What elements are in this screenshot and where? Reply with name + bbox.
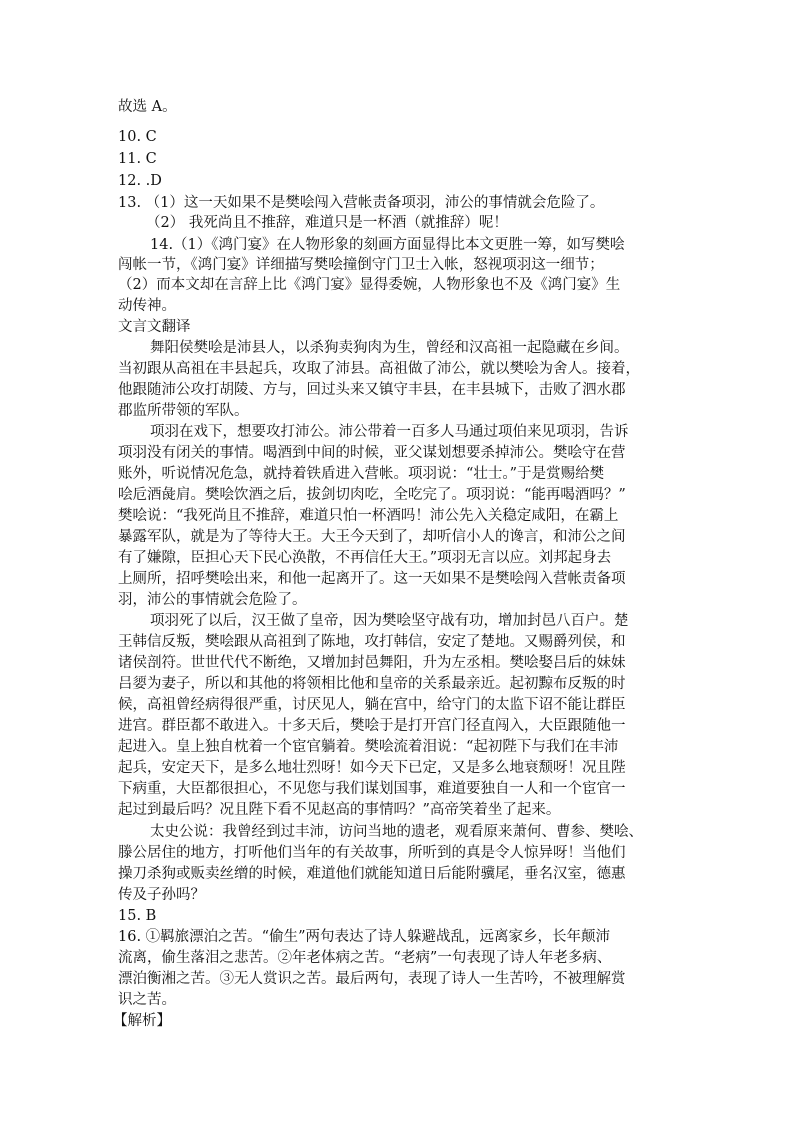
answer-15: 15. B <box>118 908 157 924</box>
answer-13-1: 13. （1）这一天如果不是樊哙闯入营帐责备项羽，沛公的事情就会危险了。 <box>118 195 605 211</box>
translation-p2-line6: 暴露军队，就是为了等待大王。大王今天到了，却听信小人的谗言，和沛公之间 <box>118 529 626 545</box>
answer-10: 10. C <box>118 129 157 145</box>
translation-p3-line9: 下病重，大臣都很担心，不见您与我们谋划国事，难道要独自一人和一个宦官一 <box>118 781 626 797</box>
translation-p3-line10: 起过到最后吗？况且陛下看不见赵高的事情吗？”高帝笑着坐了起来。 <box>118 802 561 818</box>
translation-p1-line3: 他跟随沛公攻打胡陵、方与，回过头来又镇守丰县，在丰县城下，击败了泗水郡 <box>118 382 626 398</box>
translation-p2-line3: 账外，听说情况危急，就持着铁盾进入营帐。项羽说：“壮士。”于是赏赐给樊 <box>118 466 605 482</box>
translation-p3-line4: 吕媭为妻子，所以和其他的将领相比他和皇帝的关系最亲近。起初黥布反叛的时 <box>118 676 626 692</box>
translation-p3-line2: 王韩信反叛，樊哙跟从高祖到了陈地，攻打韩信，安定了楚地。又赐爵列侯，和 <box>118 634 626 650</box>
translation-p2-line1: 项羽在戏下，想要攻打沛公。沛公带着一百多人马通过项伯来见项羽，告诉 <box>150 424 629 440</box>
translation-p4-line4: 传及子孙吗？ <box>118 887 205 903</box>
answer-14-line1: 14.（1）《鸿门宴》在人物形象的刻画方面显得比本文更胜一筹，如写樊哙 <box>150 237 625 253</box>
translation-p1-line2: 当初跟从高祖在丰县起兵，攻取了沛县。高祖做了沛公，就以樊哙为舍人。接着， <box>118 361 640 377</box>
translation-p2-line7: 有了嫌隙，臣担心天下民心涣散，不再信任大王。”项羽无言以应。刘邦起身去 <box>118 550 612 566</box>
translation-p3-line5: 候，高祖曾经病得很严重，讨厌见人，躺在宫中，给守门的太监下诏不能让群臣 <box>118 697 626 713</box>
answer-line-9: 故选 A。 <box>118 99 177 115</box>
answer-12: 12. .D <box>118 173 162 189</box>
answer-11: 11. C <box>118 151 157 167</box>
answer-16-line3: 漂泊衡湘之苦。③无人赏识之苦。最后两句，表现了诗人一生苦吟，不被理解赏 <box>118 971 626 987</box>
translation-p4-line2: 滕公居住的地方，打听他们当年的有关故事，所听到的真是令人惊异呀！当他们 <box>118 845 626 861</box>
section-heading-translation: 文言文翻译 <box>118 319 191 335</box>
translation-p2-line5: 樊哙说：“我死尚且不推辞，难道只怕一杯酒吗！沛公先入关稳定咸阳，在霸上 <box>118 508 619 524</box>
translation-p3-line3: 诸侯剖符。世世代代不断绝，又增加封邑舞阳，升为左丞相。樊哙娶吕后的妹妹 <box>118 655 626 671</box>
translation-p2-line4: 哙卮酒彘肩。樊哙饮酒之后，拔剑切肉吃，全吃完了。项羽说：“能再喝酒吗？” <box>118 487 626 503</box>
translation-p3-line6: 进宫。群臣都不敢进入。十多天后，樊哙于是打开宫门径直闯入，大臣跟随他一 <box>118 718 626 734</box>
answer-14-line4: 动传神。 <box>118 298 176 314</box>
analysis-heading: 【解析】 <box>113 1013 171 1029</box>
translation-p1-line1: 舞阳侯樊哙是沛县人，以杀狗卖狗肉为生，曾经和汉高祖一起隐藏在乡间。 <box>150 340 629 356</box>
answer-16-line2: 流离，偷生落泪之悲苦。②年老体病之苦。“老病”一句表现了诗人年老多病、 <box>118 950 612 966</box>
translation-p3-line8: 起兵，安定天下，是多么地壮烈呀！如今天下已定，又是多么地衰颓呀！况且陛 <box>118 760 626 776</box>
answer-16-line1: 16. ①羁旅漂泊之苦。“偷生”两句表达了诗人躲避战乱，远离家乡，长年颠沛 <box>118 929 610 945</box>
answer-13-2: （2） 我死尚且不推辞，难道只是一杯酒（就推辞）呢！ <box>146 215 508 231</box>
translation-p1-line4: 郡监所带领的军队。 <box>118 403 249 419</box>
answer-14-line3: （2）而本文却在言辞上比《鸿门宴》显得委婉，人物形象也不及《鸿门宴》生 <box>118 277 621 293</box>
translation-p3-line7: 起进入。皇上独自枕着一个宦官躺着。樊哙流着泪说：“起初陛下与我们在丰沛 <box>118 739 619 755</box>
translation-p2-line2: 项羽没有闭关的事情。喝酒到中间的时候，亚父谋划想要杀掉沛公。樊哙守在营 <box>118 445 626 461</box>
translation-p4-line3: 操刀杀狗或贩卖丝缯的时候，难道他们就能知道日后能附骥尾，垂名汉室，德惠 <box>118 866 626 882</box>
translation-p2-line9: 羽，沛公的事情就会危险了。 <box>118 592 307 608</box>
answer-14-line2: 闯帐一节，《鸿门宴》详细描写樊哙撞倒守门卫士入帐，怒视项羽这一细节； <box>118 257 604 273</box>
answer-16-line4: 识之苦。 <box>118 992 176 1008</box>
translation-p2-line8: 上厕所，招呼樊哙出来，和他一起离开了。这一天如果不是樊哙闯入营帐责备项 <box>118 571 626 587</box>
translation-p4-line1: 太史公说：我曾经到过丰沛，访问当地的遗老，观看原来萧何、曹参、樊哙、 <box>150 824 643 840</box>
translation-p3-line1: 项羽死了以后，汉王做了皇帝，因为樊哙坚守战有功，增加封邑八百户。楚 <box>150 613 629 629</box>
